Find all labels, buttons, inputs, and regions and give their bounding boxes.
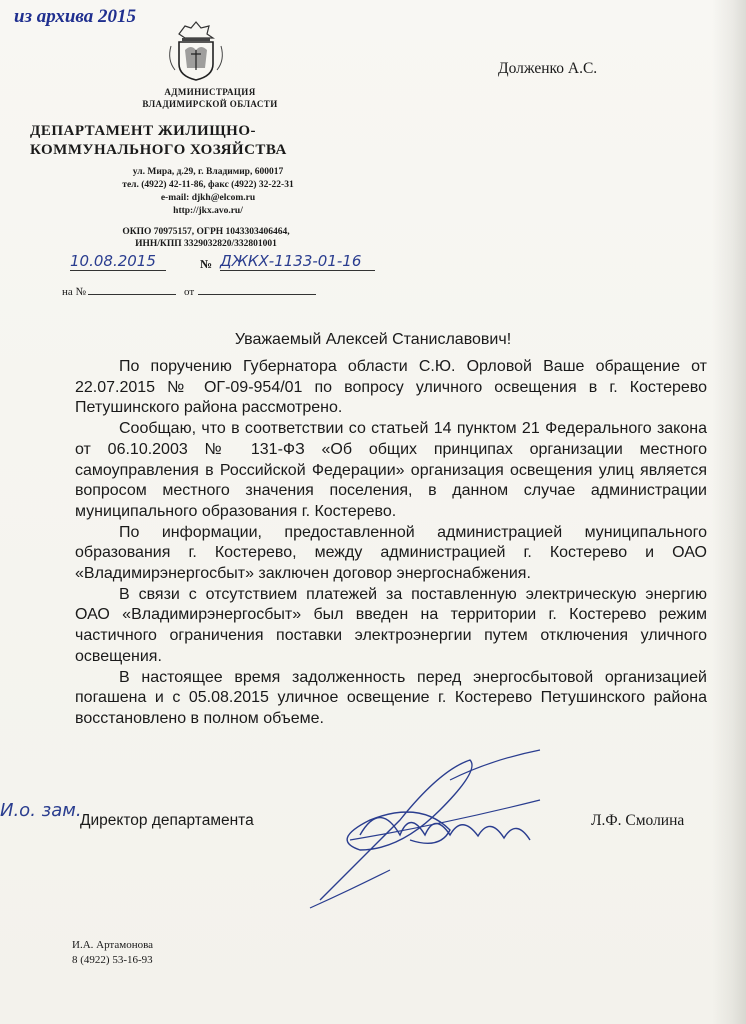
- addressee: Долженко А.С.: [498, 60, 598, 77]
- paper-fold-shadow: [712, 0, 746, 1024]
- executor-name: И.А. Артамонова: [72, 939, 154, 951]
- letterhead-admin: [60, 86, 360, 110]
- handwritten-signature: [290, 740, 560, 910]
- outgoing-date: 10.08.2015: [70, 252, 166, 271]
- admin-line-1: АДМИНИСТРАЦИЯ: [164, 87, 256, 97]
- okpo-ogrn: ОКПО 70975157, ОГРН 1043303406464,: [122, 227, 290, 237]
- paragraph: По поручению Губернатора области С.Ю. Орловой Ваше обращение от 22.07.2015 № ОГ-09-954/01 по вопросу уличного освещения в г. Костерево Петушинского района рассмотрено.: [75, 358, 707, 417]
- letter-body: [75, 357, 707, 730]
- dept-line-1: ДЕПАРТАМЕНТ ЖИЛИЩНО-: [30, 123, 256, 139]
- signer-role: Директор департамента: [80, 812, 254, 829]
- inn-kpp: ИНН/КПП 3329032820/332801001: [135, 239, 277, 249]
- reference-line: [62, 286, 316, 298]
- paragraph: В связи с отсутствием платежей за поставленную электрическую энергию ОАО «Владимирэнергосбыт» был введен на территории г. Костерево режим частичного ограничения поставки электроэнергии путем отключения уличного освещения.: [75, 585, 707, 665]
- executor-info: [72, 938, 153, 968]
- dept-line-2: КОММУНАЛЬНОГО ХОЗЯЙСТВА: [30, 142, 287, 158]
- paragraph: По информации, предоставленной администрацией муниципального образования г. Костерево, между администрацией г. Костерево и ОАО «Владимирэнергосбыт» заключен договор энергоснабжения.: [75, 523, 707, 583]
- outgoing-number: ДЖКХ-1133-01-16: [220, 252, 375, 271]
- letterhead-contacts: [88, 166, 328, 218]
- signer-name: Л.Ф. Смолина: [591, 812, 685, 829]
- phones: тел. (4922) 42-11-86, факс (4922) 32-22-31: [122, 180, 294, 190]
- number-sign: №: [200, 257, 213, 271]
- email: e-mail: djkh@elcom.ru: [160, 193, 256, 203]
- coat-of-arms-icon: [165, 20, 227, 82]
- paragraph: В настоящее время задолженность перед энергосбытовой организацией погашена и с 05.08.2015 уличное освещение г. Костерево Петушинского района восстановлено в полном объеме.: [75, 668, 707, 727]
- address: ул. Мира, д.29, г. Владимир, 600017: [132, 167, 284, 177]
- paragraph: Сообщаю, что в соответствии со статьей 14 пунктом 21 Федерального закона от 06.10.2003 № 131-ФЗ «Об общих принципах организации местного самоуправления в Российской Федерации» организация освещения улиц является вопросом местного значения поселения, в данном случае администрации муниципального образования г. Костерево.: [75, 420, 707, 520]
- handwritten-note: И.о. зам.: [0, 800, 82, 821]
- admin-line-2: ВЛАДИМИРСКОЙ ОБЛАСТИ: [142, 99, 278, 109]
- reference-date-blank: [198, 294, 316, 295]
- executor-phone: 8 (4922) 53-16-93: [72, 954, 153, 966]
- website: http://jkx.avo.ru/: [173, 206, 243, 216]
- reference-prefix: на №: [62, 286, 87, 298]
- reference-number-blank: [88, 294, 176, 295]
- letterhead-ids: [96, 226, 316, 250]
- archive-note: из архива 2015: [14, 6, 137, 27]
- reference-from: от: [184, 286, 195, 298]
- greeting: Уважаемый Алексей Станиславович!: [234, 331, 512, 348]
- letterhead-department: [30, 122, 350, 160]
